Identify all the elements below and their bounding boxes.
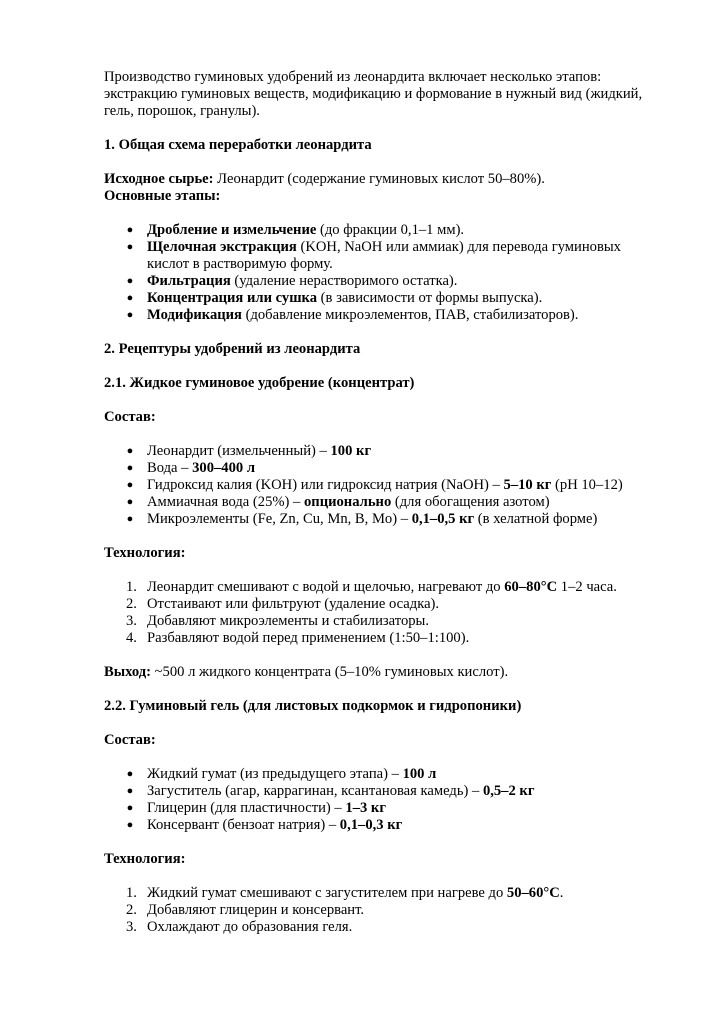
list-item: ● Вода – 300–400 л <box>126 460 256 476</box>
bullet-icon: ● <box>126 819 134 831</box>
list-item: ● Концентрация или сушка (в зависимости от формы выпуска). <box>126 290 543 306</box>
list-item: ● Жидкий гумат (из предыдущего этапа) – 100 л <box>126 766 437 782</box>
list-item: 3. Добавляют микроэлементы и стабилизаторы. <box>126 613 429 629</box>
bullet-icon: ● <box>126 462 134 474</box>
bullet-icon: ● <box>126 768 134 780</box>
stages-list <box>104 222 664 324</box>
stages-label: Основные этапы: <box>104 188 221 204</box>
bullet-icon: ● <box>126 479 134 491</box>
list-item: 2. Отстаивают или фильтруют (удаление осадка). <box>126 596 440 612</box>
output-label: Выход: <box>104 664 151 680</box>
output-text: ~500 л жидкого концентрата (5–10% гуминовых кислот). <box>151 664 509 680</box>
list-item: ● Микроэлементы (Fe, Zn, Cu, Mn, B, Mo) – 0,1–0,5 кг (в хелатной форме) <box>126 511 598 527</box>
bullet-icon: ● <box>126 224 134 236</box>
bullet-icon: ● <box>126 445 134 457</box>
section1-heading: 1. Общая схема переработки леонардита <box>104 137 372 153</box>
list-item: ● Фильтрация (удаление нерастворимого остатка). <box>126 273 458 289</box>
list-item: ● Консервант (бензоат натрия) – 0,1–0,3 кг <box>126 817 403 833</box>
list-item: ● Загуститель (агар, каррагинан, ксантановая камедь) – 0,5–2 кг <box>126 783 535 799</box>
list-item: ● Аммиачная вода (25%) – опционально (для обогащения азотом) <box>126 494 550 510</box>
liquid-composition-label: Состав: <box>104 409 156 425</box>
gel-composition-list <box>104 766 664 834</box>
bullet-icon: ● <box>126 513 134 525</box>
list-item: 1. Леонардит смешивают с водой и щелочью, нагревают до 60–80°C 1–2 часа. <box>126 579 617 595</box>
bullet-icon: ● <box>126 292 134 304</box>
liquid-technology-label: Технология: <box>104 545 186 561</box>
raw-material-line <box>104 171 664 188</box>
bullet-icon: ● <box>126 275 134 287</box>
document-content <box>104 69 664 953</box>
bullet-icon: ● <box>126 309 134 321</box>
gel-technology-list <box>104 885 664 936</box>
list-item: ● Модификация (добавление микроэлементов, ПАВ, стабилизаторов). <box>126 307 579 323</box>
list-item: ● Щелочная экстракция (KOH, NaOH или аммиак) для перевода гуминовых кислот в растворимую форму. <box>126 239 621 272</box>
gel-heading: 2.2. Гуминовый гель (для листовых подкормок и гидропоники) <box>104 698 522 714</box>
bullet-icon: ● <box>126 802 134 814</box>
bullet-icon: ● <box>126 241 134 253</box>
list-item: 1. Жидкий гумат смешивают с загустителем при нагреве до 50–60°C. <box>126 885 564 901</box>
list-item: ● Леонардит (измельченный) – 100 кг <box>126 443 372 459</box>
bullet-icon: ● <box>126 785 134 797</box>
list-item: ● Гидроксид калия (KOH) или гидроксид натрия (NaOH) – 5–10 кг (pH 10–12) <box>126 477 623 493</box>
bullet-icon: ● <box>126 496 134 508</box>
gel-technology-label: Технология: <box>104 851 186 867</box>
liquid-composition-list <box>104 443 664 528</box>
output-line <box>104 664 664 681</box>
raw-material-label: Исходное сырье: <box>104 171 214 187</box>
list-item: 4. Разбавляют водой перед применением (1:50–1:100). <box>126 630 470 646</box>
section2-heading: 2. Рецептуры удобрений из леонардита <box>104 341 361 357</box>
list-item: 2. Добавляют глицерин и консервант. <box>126 902 365 918</box>
gel-composition-label: Состав: <box>104 732 156 748</box>
liquid-heading: 2.1. Жидкое гуминовое удобрение (концентрат) <box>104 375 415 391</box>
list-item: 3. Охлаждают до образования геля. <box>126 919 353 935</box>
raw-material-text: Леонардит (содержание гуминовых кислот 50–80%). <box>213 171 545 187</box>
intro-paragraph: Производство гуминовых удобрений из леонардита включает несколько этапов: экстракцию гуминовых веществ, модификацию и формование в нужный вид (жидкий, гель, порошок, гранулы). <box>104 69 643 119</box>
list-item: ● Глицерин (для пластичности) – 1–3 кг <box>126 800 386 816</box>
list-item: ● Дробление и измельчение (до фракции 0,1–1 мм). <box>126 222 465 238</box>
liquid-technology-list <box>104 579 664 647</box>
